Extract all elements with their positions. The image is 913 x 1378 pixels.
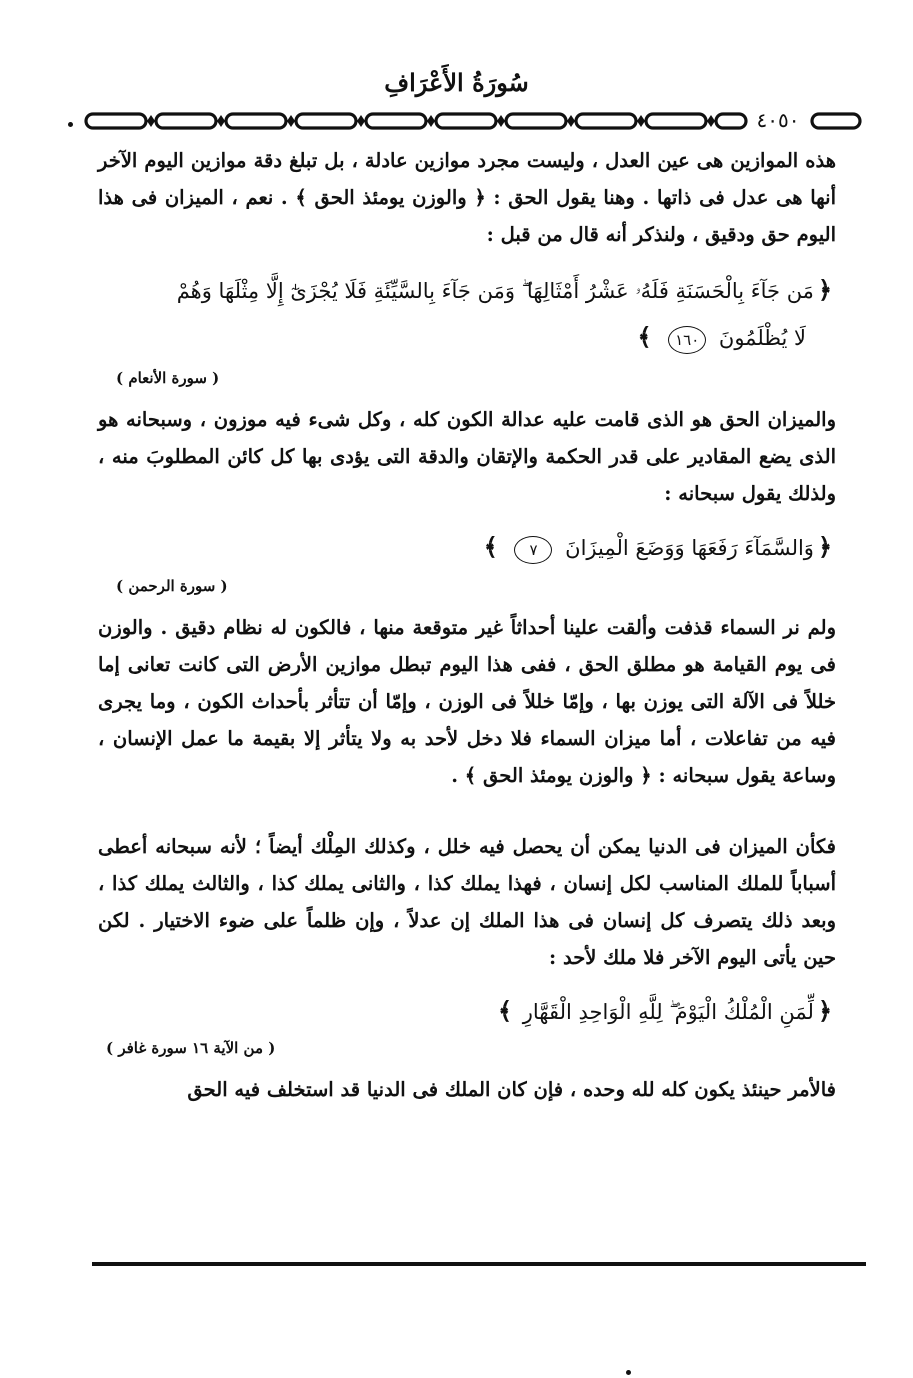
verse-close-bracket: ﴾: [637, 322, 652, 351]
verse-open-bracket: ﴿: [817, 275, 832, 304]
source-reference: [98, 369, 836, 387]
verse-text: لَا يُظْلَمُونَ: [718, 326, 806, 350]
verse-line: [98, 267, 836, 314]
verse-block-anam: [98, 267, 836, 361]
paragraph-4: فكأن الميزان فى الدنيا يمكن أن يحصل فيه خلل ، وكذلك المِلْك أيضاً ؛ لأنه سبحانه أعطى أسباباً للملك المناسب لكل إنسان ، فهذا يملك كذا ، والثانى يملك كذا ، والثالث يملك كذا ، وبعد ذلك يتصرف كل إنسان فى هذا الملك إن عدلاً ، وإن ظلماً على ضوء الاختيار . لكن حين يأتى اليوم الآخر فلا ملك لأحد :: [98, 835, 836, 969]
verse-block-rahman: [98, 524, 836, 571]
verse-line: [98, 314, 836, 361]
paragraph-2: والميزان الحق هو الذى قامت عليه عدالة الكون كله ، وكل شىء فيه موزون ، وسبحانه هو الذى يضع المقادير على قدر الحكمة والإتقان والدقة التى يؤدى بها كل كائن المطلوبَ منه ، ولذلك يقول سبحانه :: [98, 408, 836, 505]
source-label: ( سورة الرحمن ): [116, 577, 228, 595]
page-number: ٤٠٥٠: [748, 106, 808, 134]
verse-text: وَالسَّمَآءَ رَفَعَهَا وَوَضَعَ الْمِيزَانَ: [565, 536, 814, 560]
verse-open-bracket: ﴿: [817, 996, 832, 1025]
paragraph-3: ولم نر السماء قذفت وألقت علينا أحداثاً غير متوقعة منها ، فالكون له نظام دقيق . والوزن فى يوم القيامة هو مطلق الحق ، ففى هذا اليوم تبطل موازين الأرض التى كانت تعانى إما خللاً فى الآلة التى يوزن بها ، وإمّا خللاً فى الوزن ، وإمّا أن تتأثر بأحداث الكون ، وما يجرى فيه من تفاعلات ، أما ميزان السماء فلا دخل لأحد به ولا يتأثر إلا بقيمة ما عمل الإنسان ، وساعة يقول سبحانه : ﴿ والوزن يومئذ الحق ﴾ .: [98, 616, 836, 787]
source-reference: [98, 577, 836, 595]
paragraph-1: هذه الموازين هى عين العدل ، وليست مجرد موازين عادلة ، بل تبلغ دقة موازين اليوم الآخر أنها هى عدل فى ذاتها . وهنا يقول الحق : ﴿ والوزن يومئذ الحق ﴾ . نعم ، الميزان فى هذا اليوم حق ودقيق ، ولنذكر أنه قال من قبل :: [98, 149, 836, 246]
verse-open-bracket: ﴿: [817, 532, 832, 561]
page-content: [98, 142, 836, 1108]
verse-text: لِّمَنِ الْمُلْكُ الْيَوْمَ ۖ لِلَّهِ الْوَاحِدِ الْقَهَّارِ: [522, 1000, 814, 1024]
footer-rule: [92, 1262, 866, 1266]
source-reference: [98, 1039, 836, 1057]
verse-line: [98, 988, 836, 1035]
verse-block-ghafir: [98, 988, 836, 1035]
footer-dot: [626, 1370, 631, 1375]
ayah-number-marker: ١٦٠: [668, 326, 706, 354]
header-ornament-border: [84, 108, 864, 134]
paragraph-5: فالأمر حينئذ يكون كله لله وحده ، فإن كان الملك فى الدنيا قد استخلف فيه الحق: [187, 1078, 836, 1101]
verse-close-bracket: ﴾: [483, 532, 498, 561]
ayah-number-marker: ٧: [514, 536, 552, 564]
surah-title: سُورَةُ الأَعْرَافِ: [384, 68, 529, 97]
verse-close-bracket: ﴾: [497, 996, 513, 1025]
source-label: ( سورة الأنعام ): [116, 369, 220, 387]
source-label: ( من الآية ١٦ سورة غافر ): [106, 1039, 276, 1057]
verse-text: مَن جَآءَ بِالْحَسَنَةِ فَلَهُۥ عَشْرُ أَمْثَالِهَا ۖ وَمَن جَآءَ بِالسَّيِّئَةِ فَلَا يُجْزَىٰٓ إِلَّا مِثْلَهَا وَهُمْ: [176, 279, 814, 303]
header-dot: [68, 122, 73, 127]
verse-line: [98, 524, 836, 571]
